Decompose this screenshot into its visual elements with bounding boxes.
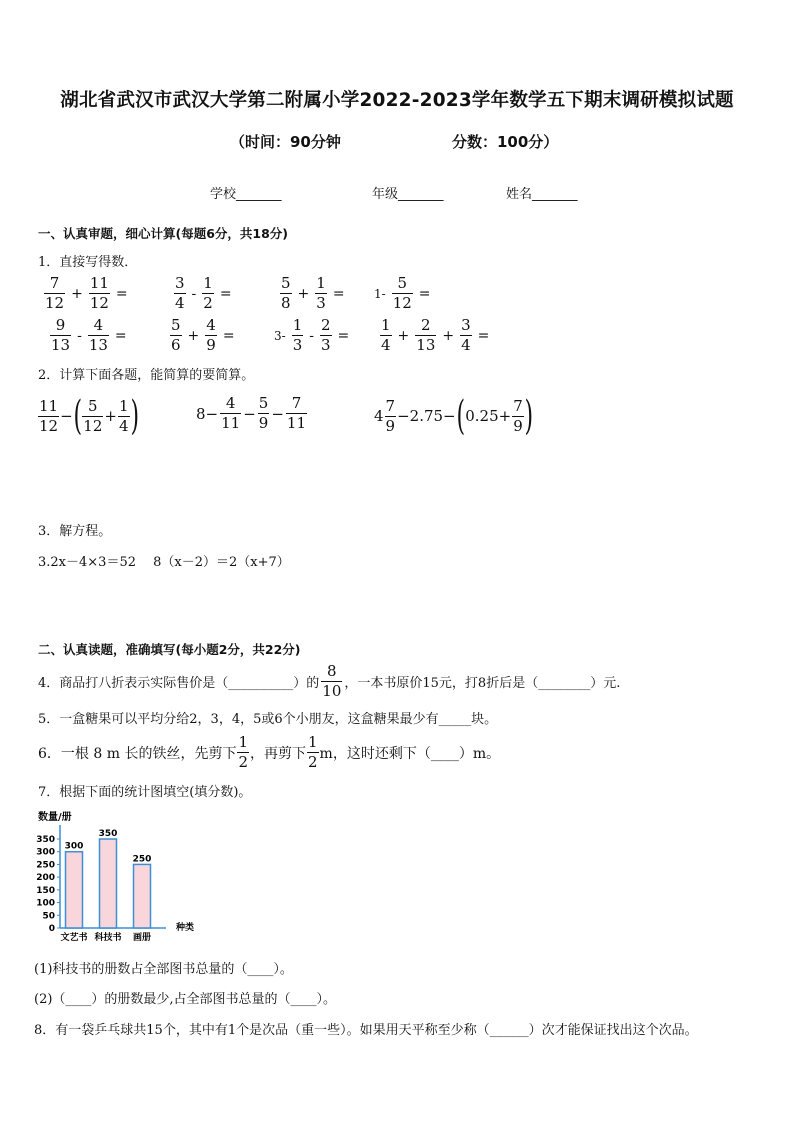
school-field: 学校_______ [210,187,282,202]
q1-item-3: $\frac{5}{8}$ + $\frac{1}{3}$ = [281,274,345,312]
y-tick-label: 150 [36,885,55,896]
q2-expr-2: 8− $\frac{4}{11}$ − $\frac{5}{9}$ − $\frac{7}{11}$ [196,394,307,432]
section-2-heading: 二、认真读题，准确填写(每小题2分，共22分) [38,642,301,657]
q2-expr-3: 4 $\frac{7}{9}$ −2.75− ( 0.25+ $\frac{7}{9}$ ) [374,393,533,439]
question-5: 5．一盒糖果可以平均分给2，3，4，5或6个小朋友，这盒糖果最少有_____块。 [38,712,498,727]
y-tick-label: 100 [36,898,55,909]
question-6: 6．一根 8 m 长的铁丝，先剪下 $\frac{1}{2}$ ，再剪下 $\frac{1}{2}$ m，这时还剩下（____）m。 [38,733,501,771]
q1-item-7: 3- $\frac{1}{3}$ - $\frac{2}{3}$ = [274,316,350,354]
question-7: 7．根据下面的统计图填空(填分数)。 [38,785,252,800]
bar-chart [34,808,204,946]
y-tick-label: 0 [48,924,55,934]
q1-item-2: $\frac{3}{4}$ - $\frac{1}{2}$ = [175,274,232,312]
question-7-1: (1)科技书的册数占全部图书总量的（____）。 [34,962,293,977]
y-tick-label: 50 [42,911,55,922]
bar-文艺书 [66,852,83,928]
bar-value-label: 250 [132,854,152,865]
exam-time: （时间：90分钟 [230,133,341,151]
section-1-heading: 一、认真审题，细心计算(每题6分，共18分) [38,226,289,241]
y-tick-label: 300 [36,847,55,858]
exam-title: 湖北省武汉市武汉大学第二附属小学2022-2023学年数学五下期末调研模拟试题 [60,90,734,111]
category-label: 科技书 [94,933,122,943]
question-2: 2．计算下面各题，能简算的要简算。 [38,368,255,383]
q1-item-4: 1- $\frac{5}{12}$ = [374,274,431,312]
question-3: 3．解方程。 [38,524,112,539]
bar-画册 [134,864,151,928]
question-1: 1．直接写得数． [38,255,138,270]
bar-科技书 [100,839,117,928]
bar-value-label: 300 [64,841,84,852]
q1-item-5: $\frac{9}{13}$ - $\frac{4}{13}$ = [51,316,127,354]
y-tick-label: 350 [36,835,55,845]
grade-field: 年级_______ [372,187,444,202]
bar-value-label: 350 [98,829,118,839]
question-7-2: (2)（____）的册数最少,占全部图书总量的（____）。 [34,992,337,1007]
q2-expr-1: $\frac{11}{12}$ − ( $\frac{5}{12}$ + $\frac{1}{4}$ ) [39,393,139,439]
exam-score: 分数：100分） [452,133,559,151]
name-field: 姓名_______ [506,187,578,202]
q1-item-1: $\frac{7}{12}$ + $\frac{11}{12}$ = [45,274,128,312]
chart-xlabel: 种类 [176,923,195,933]
chart-ylabel: 数量/册 [38,812,72,823]
question-8: 8．有一袋乒乓球共15个，其中有1个是次品（重一些）。如果用天平称至少称（______）次才能保证找出这个次品。 [34,1023,698,1038]
y-tick-label: 200 [36,873,55,884]
category-label: 画册 [132,933,152,943]
question-4: 4．商品打八折表示实际售价是（__________）的 $\frac{8}{10}$ ，一本书原价15元，打8折后是（________）元. [38,662,621,700]
q3-equations: 3.2x－4×3＝52 8（x－2）＝2（x+7） [38,555,290,570]
y-tick-label: 250 [36,860,55,871]
q1-item-8: $\frac{1}{4}$ + $\frac{2}{13}$ + $\frac{3}{4}$ = [381,316,490,354]
q1-item-6: $\frac{5}{6}$ + $\frac{4}{9}$ = [171,316,235,354]
category-label: 文艺书 [60,933,88,943]
